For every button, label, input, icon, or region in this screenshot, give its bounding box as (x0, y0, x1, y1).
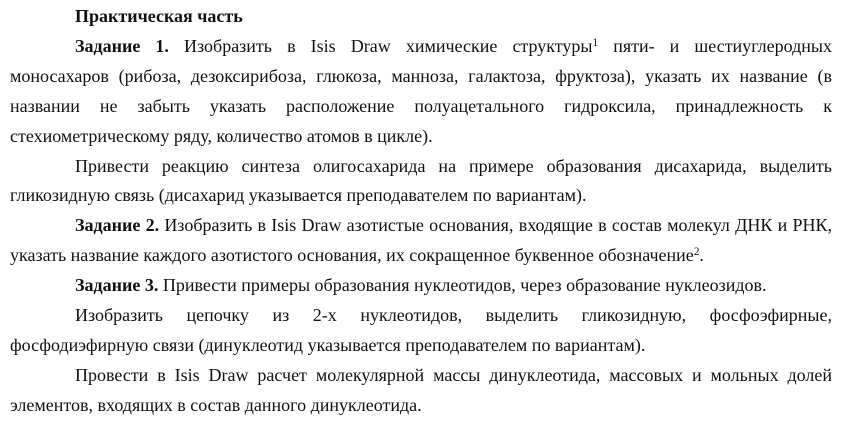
task2-text-tail: . (699, 245, 704, 266)
task3-label: Задание 3. (75, 275, 159, 296)
calc-line-1: Провести в Isis Draw расчет молекулярной массы динуклеотида, массовых и мольных долей (75, 364, 832, 385)
document-page (10, 2, 832, 421)
task2-text: Изобразить в Isis Draw азотистые основания, входящие в состав молекул ДНК и РНК, (164, 215, 833, 236)
task1-text: Изобразить в Isis Draw химические структуры (184, 35, 593, 56)
task2-line-1 (10, 211, 832, 241)
section-heading: Практическая часть (75, 6, 243, 26)
task1-line-3: названии не забыть указать расположение полуацетального гидроксила, принадлежность к (10, 95, 832, 116)
task2-label: Задание 2. (75, 215, 160, 236)
task3-line-1 (10, 271, 832, 301)
task3-text: Привести примеры образования нуклеотидов, через образование нуклеозидов. (162, 275, 767, 296)
task1-line-4: стехиометрическому ряду, количество атомов в цикле). (10, 125, 433, 146)
reaction-line-2: гликозидную связь (дисахарид указывается преподавателем по вариантам). (10, 185, 587, 206)
task1-line-1 (10, 32, 832, 62)
task2-text-2: указать название каждого азотистого основания, их сокращенное буквенное обозначение (10, 245, 694, 266)
task1-line-2: моносахаров (рибоза, дезоксирибоза, глюкоза, манноза, галактоза, фруктоза), указать их название (в (10, 65, 832, 86)
chain-line-2: фосфодиэфирную связи (динуклеотид указывается преподавателем по вариантам). (10, 334, 646, 355)
footnote-ref-1: 1 (592, 36, 599, 49)
reaction-line-1: Привести реакцию синтеза олигосахарида на примере образования дисахарида, выделить (75, 155, 832, 176)
footnote-ref-2: 2 (693, 246, 700, 259)
chain-line-1: Изобразить цепочку из 2-х нуклеотидов, выделить гликозидную, фосфоэфирные, (75, 305, 832, 326)
task1-label: Задание 1. (75, 35, 169, 56)
task2-line-2 (10, 241, 832, 271)
task1-text-tail: пяти- и шестиуглеродных (613, 35, 832, 56)
calc-line-2: элементов, входящих в состав данного динуклеотида. (10, 394, 422, 415)
